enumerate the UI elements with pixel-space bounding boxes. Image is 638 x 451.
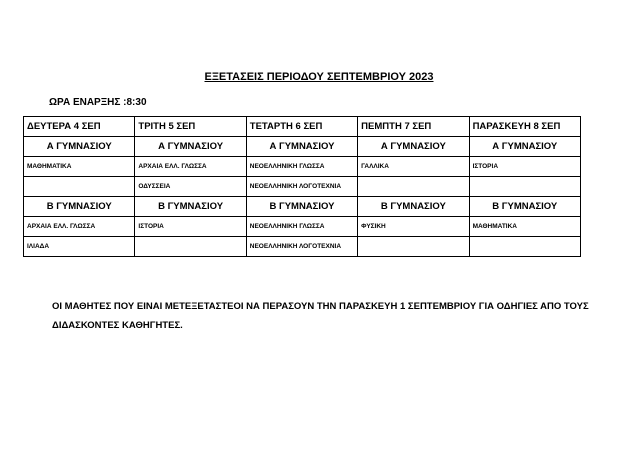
grade-cell: Β ΓΥΜΝΑΣΙΟΥ (24, 197, 135, 217)
subject-cell: ΝΕΟΕΛΛΗΝΙΚΗ ΓΛΩΣΣΑ (246, 217, 357, 237)
subject-cell: ΝΕΟΕΛΛΗΝΙΚΗ ΓΛΩΣΣΑ (246, 157, 357, 177)
day-header: ΔΕΥΤΕΡΑ 4 ΣΕΠ (24, 117, 135, 137)
subject-cell: ΓΑΛΛΙΚΑ (358, 157, 469, 177)
subject-row (24, 177, 581, 197)
subject-cell (358, 237, 469, 257)
note-line: ΟΙ ΜΑΘΗΤΕΣ ΠΟΥ ΕΙΝΑΙ ΜΕΤΕΞΕΤΑΣΤΕΟΙ ΝΑ ΠΕΡΑΣΟΥΝ ΤΗΝ ΠΑΡΑΣΚΕΥΗ 1 ΣΕΠΤΕΜΒΡΙΟΥ ΓΙΑ ΟΔΗΓΙΕΣ ΑΠΟ ΤΟΥΣ (52, 301, 589, 312)
subject-cell: ΝΕΟΕΛΛΗΝΙΚΗ ΛΟΓΟΤΕΧΝΙΑ (246, 237, 357, 257)
subject-cell: ΑΡΧΑΙΑ ΕΛΛ. ΓΛΩΣΣΑ (135, 157, 246, 177)
instructions-note (52, 297, 592, 335)
grade-row-b (24, 197, 581, 217)
subject-cell: ΙΣΤΟΡΙΑ (135, 217, 246, 237)
exam-schedule-table (23, 116, 581, 257)
subject-cell (469, 237, 580, 257)
day-header: ΤΕΤΑΡΤΗ 6 ΣΕΠ (246, 117, 357, 137)
grade-cell: Α ΓΥΜΝΑΣΙΟΥ (469, 137, 580, 157)
subject-row (24, 157, 581, 177)
grade-cell: Β ΓΥΜΝΑΣΙΟΥ (135, 197, 246, 217)
grade-row-a (24, 137, 581, 157)
day-header: ΠΑΡΑΣΚΕΥΗ 8 ΣΕΠ (469, 117, 580, 137)
subject-row (24, 237, 581, 257)
subject-cell: ΟΔΥΣΣΕΙΑ (135, 177, 246, 197)
subject-cell: ΙΣΤΟΡΙΑ (469, 157, 580, 177)
grade-cell: Α ΓΥΜΝΑΣΙΟΥ (358, 137, 469, 157)
start-time: ΩΡΑ ΕΝΑΡΞΗΣ :8:30 (49, 97, 147, 108)
note-line: ΔΙΔΑΣΚΟΝΤΕΣ ΚΑΘΗΓΗΤΕΣ. (52, 320, 183, 331)
subject-cell (135, 237, 246, 257)
grade-cell: Α ΓΥΜΝΑΣΙΟΥ (246, 137, 357, 157)
grade-cell: Β ΓΥΜΝΑΣΙΟΥ (358, 197, 469, 217)
subject-cell (24, 177, 135, 197)
subject-cell (358, 177, 469, 197)
subject-cell: ΙΛΙΑΔΑ (24, 237, 135, 257)
subject-cell (469, 177, 580, 197)
grade-cell: Β ΓΥΜΝΑΣΙΟΥ (246, 197, 357, 217)
subject-cell: ΜΑΘΗΜΑΤΙΚΑ (469, 217, 580, 237)
day-header: ΤΡΙΤΗ 5 ΣΕΠ (135, 117, 246, 137)
subject-cell: ΑΡΧΑΙΑ ΕΛΛ. ΓΛΩΣΣΑ (24, 217, 135, 237)
grade-cell: Β ΓΥΜΝΑΣΙΟΥ (469, 197, 580, 217)
subject-cell: ΝΕΟΕΛΛΗΝΙΚΗ ΛΟΓΟΤΕΧΝΙΑ (246, 177, 357, 197)
grade-cell: Α ΓΥΜΝΑΣΙΟΥ (24, 137, 135, 157)
day-header-row (24, 117, 581, 137)
subject-cell: ΜΑΘΗΜΑΤΙΚΑ (24, 157, 135, 177)
day-header: ΠΕΜΠΤΗ 7 ΣΕΠ (358, 117, 469, 137)
subject-row (24, 217, 581, 237)
subject-cell: ΦΥΣΙΚΗ (358, 217, 469, 237)
grade-cell: Α ΓΥΜΝΑΣΙΟΥ (135, 137, 246, 157)
page-title: ΕΞΕΤΑΣΕΙΣ ΠΕΡΙΟΔΟΥ ΣΕΠΤΕΜΒΡΙΟΥ 2023 (204, 71, 434, 83)
